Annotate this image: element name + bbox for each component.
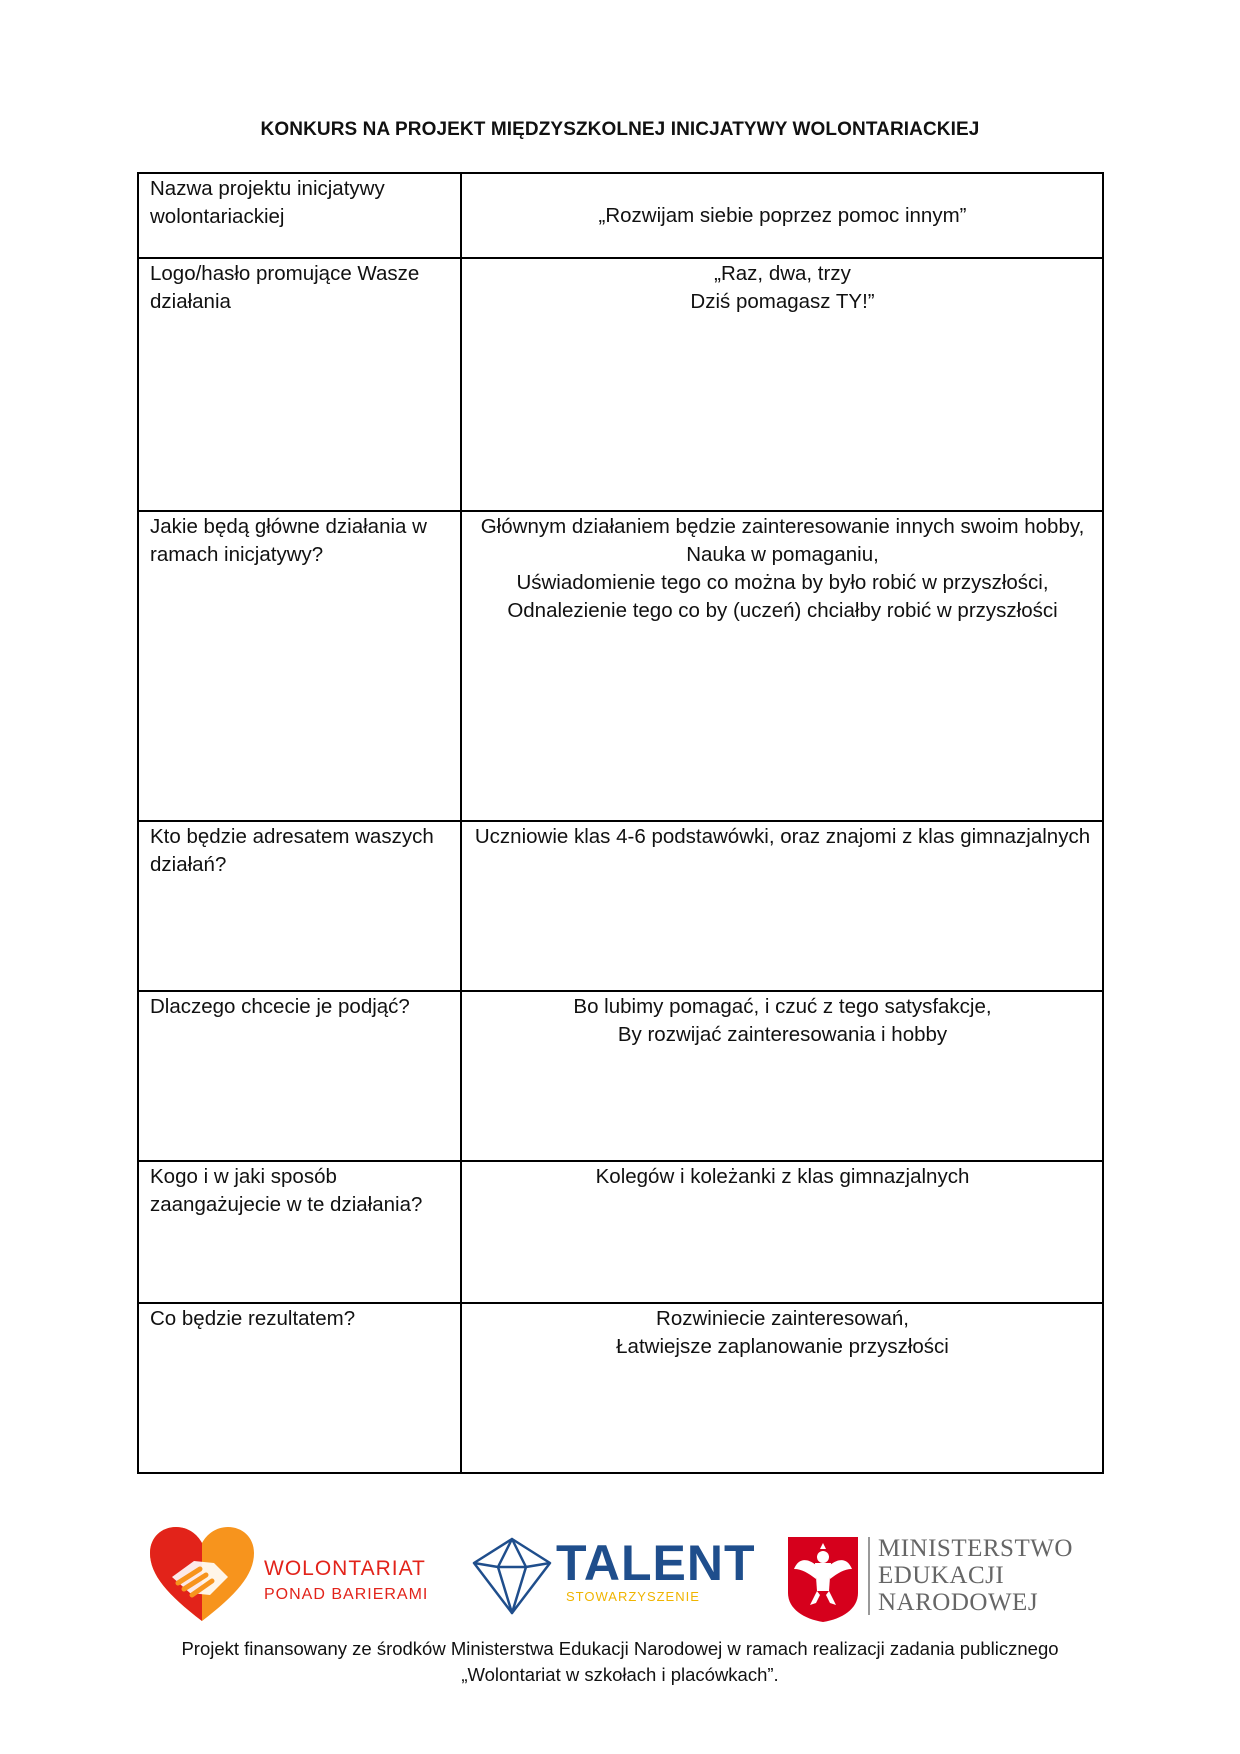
document-title: KONKURS NA PROJEKT MIĘDZYSZKOLNEJ INICJATYWY WOLONTARIACKIEJ: [260, 119, 980, 140]
wolontariat-logo: [148, 1525, 438, 1625]
diamond-icon: [472, 1537, 552, 1615]
answer-line: „Rozwijam siebie poprzez pomoc innym”: [598, 204, 967, 227]
table-row: [138, 1161, 1103, 1303]
question-cell: Co będzie rezultatem?: [138, 1303, 461, 1473]
answer-cell: [461, 258, 1103, 511]
table-row: [138, 991, 1103, 1161]
handshake-heart-icon: [148, 1525, 256, 1625]
table-row: [138, 173, 1103, 258]
wolontariat-logo-line2: PONAD BARIERAMI: [264, 1586, 429, 1603]
answer-line: Uczniowie klas 4-6 podstawówki, oraz znajomi z klas gimnazjalnych: [474, 825, 1091, 848]
answer-line: Bo lubimy pomagać, i czuć z tego satysfakcje,: [573, 995, 992, 1018]
ministerstwo-logo-line3: NARODOWEJ: [878, 1589, 1039, 1616]
table-row: [138, 821, 1103, 991]
question-cell: Kogo i w jaki sposób zaangażujecie w te działania?: [138, 1161, 461, 1303]
answer-line: Głównym działaniem będzie zainteresowanie innych swoim hobby,: [480, 515, 1085, 538]
question-cell: Kto będzie adresatem waszych działań?: [138, 821, 461, 991]
answer-cell: [461, 1161, 1103, 1303]
table-row: [138, 1303, 1103, 1473]
funding-footer: [0, 1636, 1240, 1688]
answer-line: Rozwiniecie zainteresowań,: [656, 1307, 909, 1330]
form-table: [137, 172, 1104, 1474]
question-cell: Jakie będą główne działania w ramach inicjatywy?: [138, 511, 461, 821]
answer-cell: [461, 821, 1103, 991]
answer-line: Kolegów i koleżanki z klas gimnazjalnych: [595, 1165, 970, 1188]
sponsor-logos: [0, 1525, 1240, 1625]
table-row: [138, 511, 1103, 821]
footer-line1: Projekt finansowany ze środków Ministerstwa Edukacji Narodowej w ramach realizacji zadania publicznego: [181, 1638, 1059, 1659]
answer-line: Odnalezienie tego co by (uczeń) chciałby robić w przyszłości: [507, 599, 1058, 622]
question-cell: Dlaczego chcecie je podjąć?: [138, 991, 461, 1161]
question-cell: Nazwa projektu inicjatywy wolontariackiej: [138, 173, 461, 258]
footer-line2: „Wolontariat w szkołach i placówkach”.: [461, 1664, 779, 1685]
talent-logo: [472, 1535, 756, 1627]
ministerstwo-logo-line1: MINISTERSTWO: [878, 1535, 1073, 1562]
answer-line: By rozwijać zainteresowania i hobby: [617, 1023, 948, 1046]
wolontariat-logo-line1: WOLONTARIAT: [264, 1557, 426, 1580]
answer-line: Uświadomienie tego co można by było robić w przyszłości,: [516, 571, 1049, 594]
ministerstwo-logo: [786, 1535, 1076, 1630]
ministerstwo-separator: [868, 1537, 870, 1615]
ministerstwo-logo-text: [878, 1535, 1073, 1616]
talent-logo-line2: STOWARZYSZENIE: [566, 1589, 700, 1604]
ministerstwo-logo-line2: EDUKACJI: [878, 1562, 1005, 1589]
question-cell: Logo/hasło promujące Wasze działania: [138, 258, 461, 511]
answer-cell: [461, 1303, 1103, 1473]
answer-cell: [461, 173, 1103, 258]
table-row: [138, 258, 1103, 511]
answer-line: Nauka w pomaganiu,: [686, 543, 879, 566]
talent-logo-line1: TALENT: [556, 1535, 756, 1591]
answer-cell: [461, 511, 1103, 821]
answer-line: Dziś pomagasz TY!”: [690, 290, 875, 313]
answer-cell: [461, 991, 1103, 1161]
answer-line: „Raz, dwa, trzy: [714, 262, 851, 285]
polish-eagle-emblem-icon: [786, 1535, 860, 1623]
answer-line: Łatwiejsze zaplanowanie przyszłości: [616, 1335, 949, 1358]
